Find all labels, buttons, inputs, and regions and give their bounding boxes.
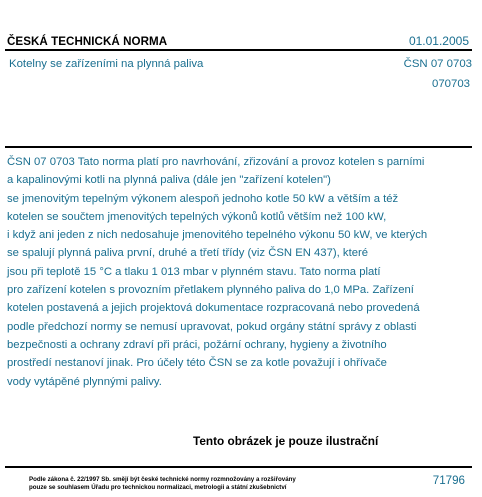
body-line: a kapalinovými kotli na plynná paliva (dále jen "zařízení kotelen")	[7, 174, 331, 187]
body-line: bezpečnosti a ochrany zdraví při práci, požární ochrany, hygieny a životního	[7, 338, 387, 351]
body-line: prostředí nestanoví jinak. Pro účely této ČSN se za kotle považují i ohřívače	[7, 357, 387, 370]
body-line: jsou při teplotě 15 °C a tlaku 1 013 mbar v plynném stavu. Tato norma platí	[7, 265, 381, 278]
norm-type-heading: ČESKÁ TECHNICKÁ NORMA	[7, 35, 168, 48]
body-line: se jmenovitým tepelným výkonem alespoň jednoho kotle 50 kW a větším a též	[7, 192, 399, 205]
standard-number: ČSN 07 0703	[403, 58, 472, 70]
document-title: Kotelny se zařízeními na plynná paliva	[9, 58, 204, 70]
body-line: i když ani jeden z nich nedosahuje jmenovitého tepelného výkonu 50 kW, ve kterých	[7, 229, 428, 242]
page-code: 71796	[432, 474, 465, 487]
body-line: kotelen postavená a jejich projektová dokumentace rozpracovaná nebo provedená	[7, 302, 420, 315]
illustration-note: Tento obrázek je pouze ilustrační	[193, 434, 379, 448]
legal-notice	[29, 476, 296, 492]
footer-rule	[5, 466, 472, 468]
body-line: kotelen se součtem jmenovitých tepelných výkonů kotlů větším než 100 kW,	[7, 210, 387, 223]
body-line: vody vytápěné plynnými palivy.	[7, 375, 162, 388]
effective-date: 01.01.2005	[408, 34, 469, 48]
section-rule	[5, 146, 472, 148]
classification-number: 070703	[431, 78, 470, 90]
legal-line: pouze se souhlasem Úřadu pro technickou normalizaci, metrologii a státní zkušebnictví	[29, 484, 287, 491]
body-line: pro zařízení kotelen s provozním přetlakem plynného paliva do 1,0 MPa. Zařízení	[7, 284, 414, 297]
body-line: podle předchozí normy se nemusí upravovat, pokud orgány státní správy z oblasti	[7, 320, 417, 333]
header-rule	[5, 49, 472, 51]
legal-line: Podle zákona č. 22/1997 Sb. smějí být české technické normy rozmnožovány a rozšiřovány	[29, 476, 296, 483]
body-line: se spalují plynná paliva první, druhé a třetí třídy (viz ČSN EN 437), které	[7, 247, 369, 260]
body-line: ČSN 07 0703 Tato norma platí pro navrhování, zřizování a provoz kotelen s parními	[7, 156, 425, 168]
body-text	[7, 153, 475, 391]
